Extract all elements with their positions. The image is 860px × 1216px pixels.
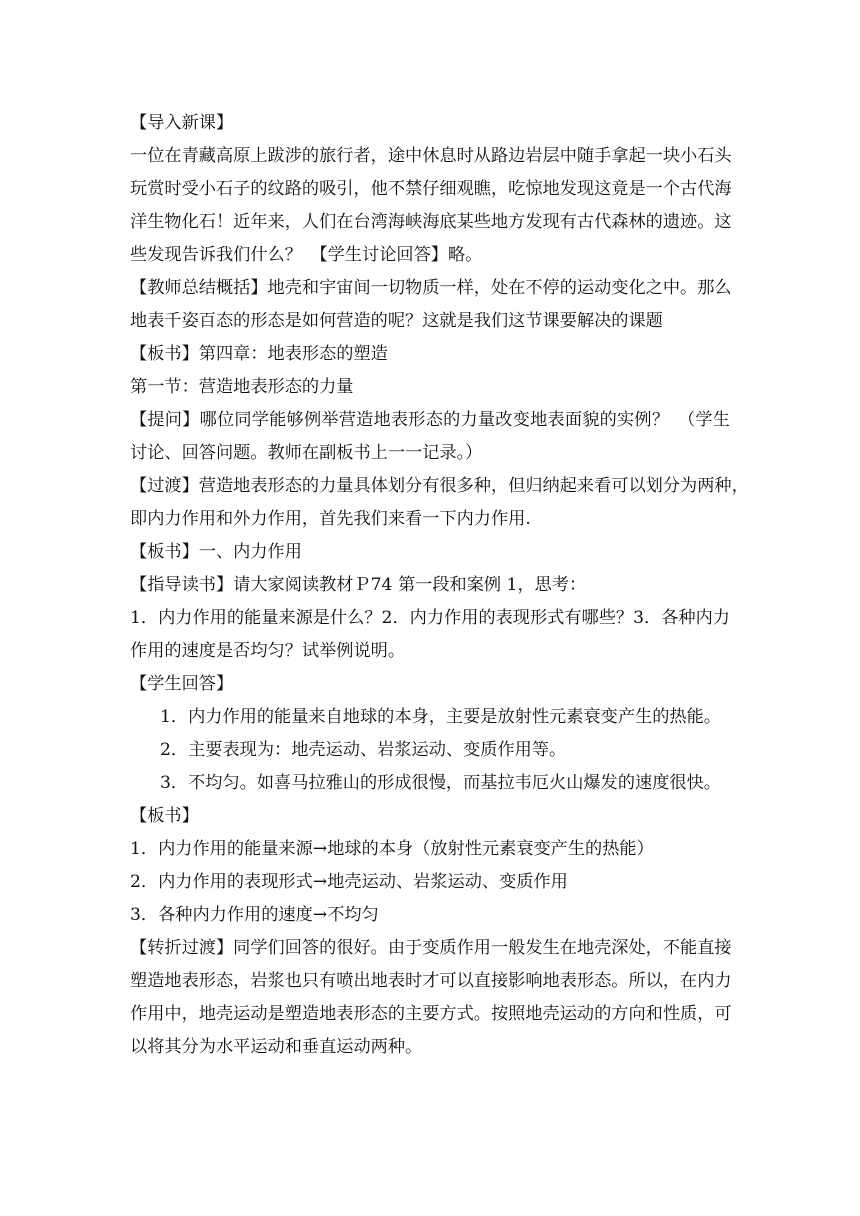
paragraph-line: 【指导读书】请大家阅读教材Ｐ74 第一段和案例 1，思考： — [130, 575, 587, 595]
section-heading-board: 【板书】 — [130, 806, 199, 826]
paragraph-line: 些发现告诉我们什么？ 【学生讨论回答】略。 — [130, 245, 483, 265]
paragraph-line: 【转折过渡】同学们回答的很好。由于变质作用一般发生在地壳深处，不能直接 — [130, 938, 732, 958]
board-heading-section: 第一节：营造地表形态的力量 — [130, 377, 354, 397]
paragraph-line: 地表千姿百态的形态是如何营造的呢？这就是我们这节课要解决的课题 — [130, 311, 663, 331]
paragraph-line: 塑造地表形态，岩浆也只有喷出地表时才可以直接影响地表形态。所以，在内力 — [130, 971, 732, 991]
question-line: 1．内力作用的能量来源是什么？2．内力作用的表现形式有哪些？3．各种内力 — [130, 608, 730, 628]
paragraph-line: 讨论、回答问题。教师在副板书上一一记录。） — [130, 443, 483, 463]
paragraph-line: 一位在青藏高原上跋涉的旅行者，途中休息时从路边岩层中随手拿起一块小石头 — [130, 146, 732, 166]
paragraph-line: 玩赏时受小石子的纹路的吸引，他不禁仔细观瞧，吃惊地发现这竟是一个古代海 — [130, 179, 732, 199]
paragraph-line: 以将其分为水平运动和垂直运动两种。 — [130, 1037, 423, 1057]
section-heading-student-answers: 【学生回答】 — [130, 674, 234, 694]
board-item: 3．各种内力作用的速度→不均匀 — [130, 905, 379, 925]
board-item: 1．内力作用的能量来源→地球的本身（放射性元素衰变产生的热能） — [130, 839, 654, 859]
paragraph-line: 洋生物化石！近年来，人们在台湾海峡海底某些地方发现有古代森林的遗迹。这 — [130, 212, 732, 232]
board-heading-chapter: 【板书】第四章：地表形态的塑造 — [130, 344, 388, 364]
answer-item: 3．不均匀。如喜马拉雅山的形成很慢，而基拉韦厄火山爆发的速度很快。 — [160, 773, 721, 793]
paragraph-line: 即内力作用和外力作用，首先我们来看一下内力作用. — [130, 509, 531, 529]
board-heading-internal-force: 【板书】一、内力作用 — [130, 542, 302, 562]
paragraph-line: 【教师总结概括】地壳和宇宙间一切物质一样，处在不停的运动变化之中。那么 — [130, 278, 732, 298]
answer-item: 2．主要表现为：地壳运动、岩浆运动、变质作用等。 — [160, 740, 567, 760]
answer-item: 1．内力作用的能量来自地球的本身，主要是放射性元素衰变产生的热能。 — [160, 707, 721, 727]
board-item: 2．内力作用的表现形式→地壳运动、岩浆运动、变质作用 — [130, 872, 568, 892]
document-body — [130, 107, 749, 1064]
question-line: 作用的速度是否均匀？试举例说明。 — [130, 641, 406, 661]
section-heading-intro: 【导入新课】 — [130, 113, 234, 133]
paragraph-line: 【过渡】营造地表形态的力量具体划分有很多种，但归纳起来看可以划分为两种， — [130, 476, 749, 496]
paragraph-line: 作用中，地壳运动是塑造地表形态的主要方式。按照地壳运动的方向和性质，可 — [130, 1004, 732, 1024]
paragraph-line: 【提问】哪位同学能够例举营造地表形态的力量改变地表面貌的实例？ （学生 — [130, 410, 730, 430]
